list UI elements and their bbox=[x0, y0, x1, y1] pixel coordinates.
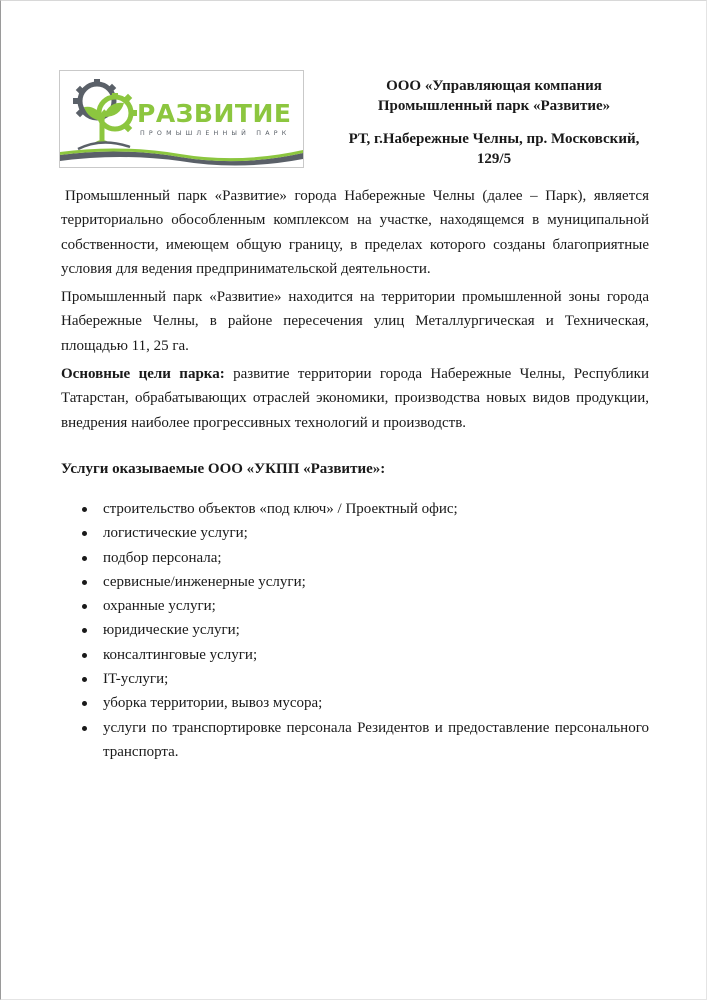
logo-wordmark: РАЗВИТИЕ bbox=[137, 99, 292, 128]
services-list bbox=[82, 497, 649, 764]
bullet-icon bbox=[82, 580, 87, 585]
service-item bbox=[82, 643, 649, 667]
goals-label: Основные цели парка: bbox=[61, 366, 225, 382]
header-block bbox=[310, 76, 678, 169]
service-item-text: подбор персонала; bbox=[103, 549, 222, 566]
bullet-icon bbox=[82, 628, 87, 633]
service-item-text: консалтинговые услуги; bbox=[103, 646, 258, 663]
address-line2: 129/5 bbox=[476, 151, 512, 167]
service-item bbox=[82, 691, 649, 715]
service-item-text: услуги по транспортировке персонала Резидентов и предоставление персонального транспорта. bbox=[103, 719, 649, 760]
location-paragraph: Промышленный парк «Развитие» находится на территории промышленной зоны города Набережные Челны, в районе пересечения улиц Металлургическая и Техническая, площадью 11, 25 га. bbox=[61, 289, 649, 354]
service-item bbox=[82, 618, 649, 642]
address-line1: РТ, г.Набережные Челны, пр. Московский, bbox=[348, 131, 640, 147]
bullet-icon bbox=[82, 677, 87, 682]
service-item-text: уборка территории, вывоз мусора; bbox=[103, 695, 323, 712]
service-item bbox=[82, 667, 649, 691]
bullet-icon bbox=[82, 531, 87, 536]
service-item bbox=[82, 546, 649, 570]
company-name-line2: Промышленный парк «Развитие» bbox=[377, 98, 611, 114]
bullet-icon bbox=[82, 726, 87, 731]
service-item-text: логистические услуги; bbox=[103, 525, 248, 542]
service-item-text: охранные услуги; bbox=[103, 598, 216, 615]
goals-paragraph bbox=[61, 362, 649, 435]
company-logo bbox=[59, 70, 304, 168]
bullet-icon bbox=[82, 604, 87, 609]
service-item-text: сервисные/инженерные услуги; bbox=[103, 573, 306, 590]
service-item-text: юридические услуги; bbox=[103, 622, 240, 639]
service-item bbox=[82, 570, 649, 594]
sprout-icon bbox=[84, 103, 124, 143]
service-item-text: строительство объектов «под ключ» / Проектный офис; bbox=[103, 501, 458, 517]
service-item bbox=[82, 497, 649, 521]
services-title: Услуги оказываемые ООО «УКПП «Развитие»: bbox=[61, 461, 386, 477]
bullet-icon bbox=[82, 653, 87, 658]
company-name-line1: ООО «Управляющая компания bbox=[386, 78, 602, 94]
bullet-icon bbox=[82, 507, 87, 512]
bullet-icon bbox=[82, 701, 87, 706]
logo-subtitle: ПРОМЫШЛЕННЫЙ ПАРК bbox=[140, 130, 291, 137]
bullet-icon bbox=[82, 556, 87, 561]
goals-text: развитие территории города Набережные Челны, Республики Татарстан, обрабатывающих отраслей экономики, производства новых видов продукции, внедрения наиболее прогрессивных технологий и производств. bbox=[61, 366, 649, 431]
intro-paragraph: Промышленный парк «Развитие» города Набережные Челны (далее – Парк), является территориально обособленным комплексом на участке, находящемся в муниципальной собственности, имеющем общую границу, в пределах которого созданы благоприятные условия для ведения предпринимательской деятельности. bbox=[61, 188, 649, 277]
service-item bbox=[82, 594, 649, 618]
service-item bbox=[82, 716, 649, 765]
service-item bbox=[82, 521, 649, 545]
service-item-text: IT-услуги; bbox=[103, 671, 169, 688]
ground-swoosh bbox=[78, 142, 130, 149]
